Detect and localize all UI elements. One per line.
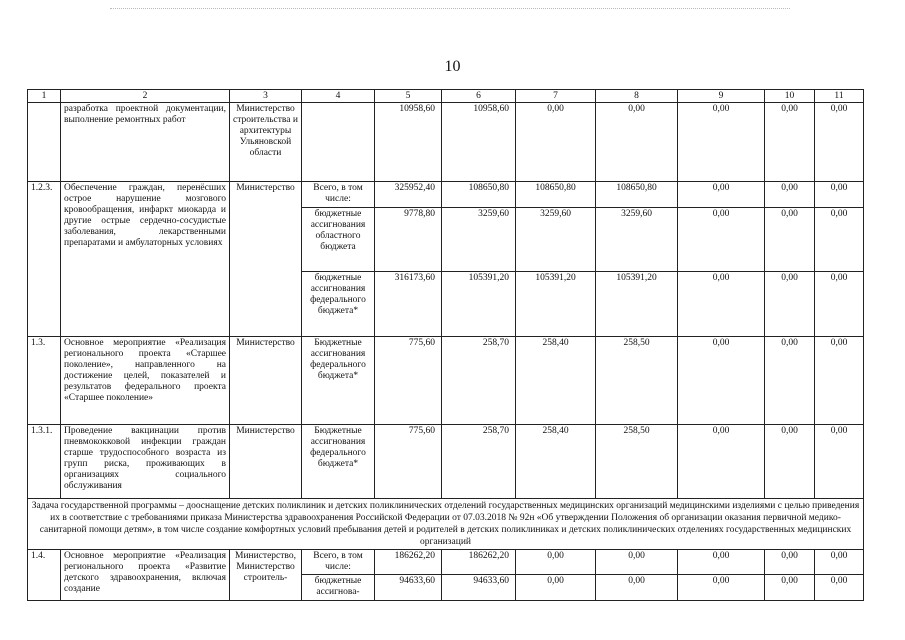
value-cell: 0,00 <box>678 208 765 272</box>
value-cell: 258,50 <box>596 425 678 499</box>
value-cell: 0,00 <box>765 272 815 337</box>
table-row <box>28 182 864 208</box>
value-cell: 258,70 <box>442 337 516 425</box>
value-cell: 0,00 <box>765 337 815 425</box>
value-cell: 0,00 <box>678 182 765 208</box>
value-cell: 0,00 <box>516 550 596 575</box>
col-header: 11 <box>815 90 864 103</box>
value-cell: 775,60 <box>375 425 442 499</box>
value-cell: 0,00 <box>815 575 864 601</box>
executor: Министерство, Министерство строитель- <box>230 550 302 601</box>
value-cell: 0,00 <box>765 208 815 272</box>
funding-source: Всего, в том числе: <box>302 182 375 208</box>
col-header: 3 <box>230 90 302 103</box>
row-number: 1.4. <box>28 550 61 601</box>
table-row <box>28 103 864 182</box>
value-cell: 0,00 <box>596 103 678 182</box>
value-cell: 186262,20 <box>442 550 516 575</box>
col-header: 5 <box>375 90 442 103</box>
value-cell: 105391,20 <box>442 272 516 337</box>
value-cell: 108650,80 <box>596 182 678 208</box>
funding-source <box>302 103 375 182</box>
executor: Министерство <box>230 337 302 425</box>
value-cell: 0,00 <box>678 550 765 575</box>
funding-source: Всего, в том числе: <box>302 550 375 575</box>
funding-source: Бюджетные ассигнования федерального бюджета* <box>302 337 375 425</box>
task-text: Задача государственной программы – дооснащение детских поликлиник и детских поликлинических отделений государственных медицинских организаций медицинскими изделиями с целью приведения их в соответствие с требованиями приказа Министерства здравоохранения Российской Федерации от 07.03.2018 № 92н «Об утверждении Положения об организации оказания первичной медико-санитарной помощи детям», в том числе создание комфортных условий пребывания детей и родителей в детских поликлиниках и детских поликлинических отделениях государственных медицинских организаций <box>28 499 864 550</box>
funding-source: бюджетные ассигнования федерального бюджета* <box>302 272 375 337</box>
page-number: 10 <box>444 58 461 75</box>
value-cell: 0,00 <box>765 182 815 208</box>
funding-source: Бюджетные ассигнования федерального бюджета* <box>302 425 375 499</box>
value-cell: 258,70 <box>442 425 516 499</box>
value-cell: 0,00 <box>678 425 765 499</box>
budget-table <box>27 89 864 601</box>
value-cell: 10958,60 <box>375 103 442 182</box>
value-cell: 0,00 <box>815 103 864 182</box>
task-row <box>28 499 864 550</box>
col-header: 10 <box>765 90 815 103</box>
value-cell: 0,00 <box>815 550 864 575</box>
value-cell: 0,00 <box>765 103 815 182</box>
measure-name: Обеспечение граждан, перенёсших острое нарушение мозгового кровообращения, инфаркт миокарда и другие острые сердечно-сосудистые заболевания, лекарственными препаратами и амбулаторных условиях <box>61 182 230 337</box>
value-cell: 0,00 <box>678 337 765 425</box>
col-header: 1 <box>28 90 61 103</box>
value-cell: 0,00 <box>678 103 765 182</box>
value-cell: 0,00 <box>678 575 765 601</box>
value-cell: 775,60 <box>375 337 442 425</box>
executor: Министерство <box>230 425 302 499</box>
executor: Министерство <box>230 182 302 337</box>
value-cell: 105391,20 <box>596 272 678 337</box>
value-cell: 105391,20 <box>516 272 596 337</box>
value-cell: 0,00 <box>765 575 815 601</box>
value-cell: 94633,60 <box>442 575 516 601</box>
value-cell: 316173,60 <box>375 272 442 337</box>
col-header: 9 <box>678 90 765 103</box>
value-cell: 0,00 <box>815 182 864 208</box>
value-cell: 0,00 <box>815 272 864 337</box>
value-cell: 3259,60 <box>596 208 678 272</box>
col-header: 4 <box>302 90 375 103</box>
col-header: 7 <box>516 90 596 103</box>
value-cell: 258,50 <box>596 337 678 425</box>
value-cell: 0,00 <box>765 550 815 575</box>
value-cell: 108650,80 <box>442 182 516 208</box>
table-row <box>28 337 864 425</box>
row-number: 1.3. <box>28 337 61 425</box>
column-number-row <box>28 90 864 103</box>
value-cell: 108650,80 <box>516 182 596 208</box>
value-cell: 0,00 <box>596 575 678 601</box>
col-header: 6 <box>442 90 516 103</box>
measure-name: разработка проектной документации, выполнение ремонтных работ <box>61 103 230 182</box>
value-cell: 0,00 <box>815 208 864 272</box>
value-cell: 0,00 <box>516 103 596 182</box>
scan-artifact-line <box>110 8 790 11</box>
measure-name: Основное мероприятие «Реализация регионального проекта «Развитие детского здравоохранения, включая создание <box>61 550 230 601</box>
row-number: 1.2.3. <box>28 182 61 337</box>
value-cell: 0,00 <box>815 425 864 499</box>
value-cell: 0,00 <box>765 425 815 499</box>
value-cell: 0,00 <box>815 337 864 425</box>
funding-source: бюджетные ассигнования областного бюджета <box>302 208 375 272</box>
value-cell: 10958,60 <box>442 103 516 182</box>
value-cell: 258,40 <box>516 425 596 499</box>
value-cell: 325952,40 <box>375 182 442 208</box>
value-cell: 0,00 <box>516 575 596 601</box>
col-header: 8 <box>596 90 678 103</box>
row-number: 1.3.1. <box>28 425 61 499</box>
col-header: 2 <box>61 90 230 103</box>
value-cell: 9778,80 <box>375 208 442 272</box>
value-cell: 0,00 <box>596 550 678 575</box>
value-cell: 186262,20 <box>375 550 442 575</box>
row-number <box>28 103 61 182</box>
funding-source: бюджетные ассигнова- <box>302 575 375 601</box>
measure-name: Основное мероприятие «Реализация регионального проекта «Старшее поколение», направленного на достижение целей, показателей и результатов федерального проекта «Старшее поколение» <box>61 337 230 425</box>
measure-name: Проведение вакцинации против пневмококковой инфекции граждан старше трудоспособного возраста из групп риска, проживающих в организациях социального обслуживания <box>61 425 230 499</box>
value-cell: 94633,60 <box>375 575 442 601</box>
value-cell: 3259,60 <box>516 208 596 272</box>
value-cell: 258,40 <box>516 337 596 425</box>
table-row <box>28 425 864 499</box>
value-cell: 3259,60 <box>442 208 516 272</box>
value-cell: 0,00 <box>678 272 765 337</box>
executor: Министерство строительства и архитектуры Ульяновской области <box>230 103 302 182</box>
table-row <box>28 550 864 575</box>
